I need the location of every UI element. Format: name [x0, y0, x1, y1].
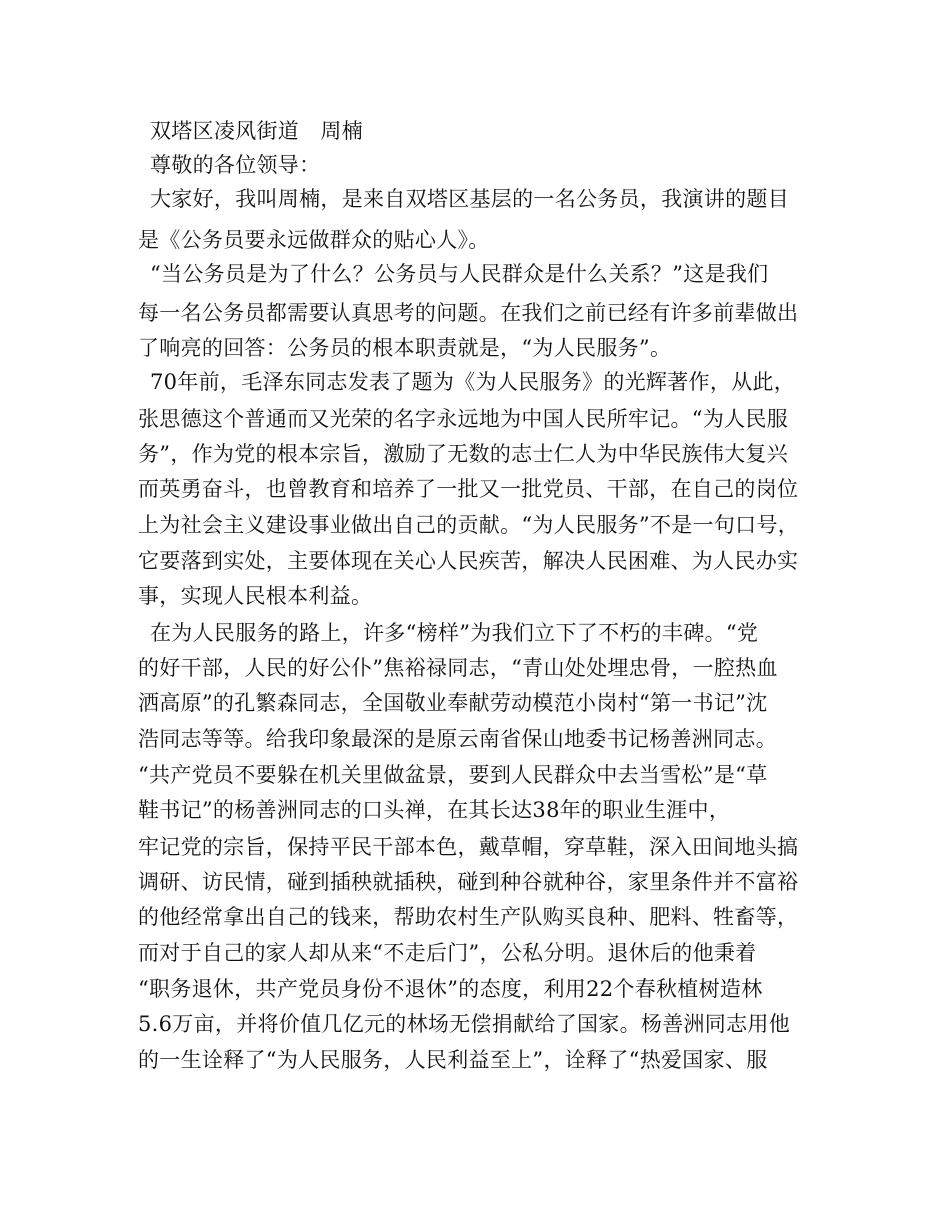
paragraph-line: 了响亮的回答：公务员的根本职责就是，“为人民服务”。 [138, 336, 672, 360]
paragraph-line: 每一名公务员都需要认真思考的问题。在我们之前已经有许多前辈做出 [138, 301, 799, 325]
paragraph-line: 张思德这个普通而又光荣的名字永远地为中国人民所牢记。“为人民服 [138, 407, 789, 431]
paragraph-line: 大家好，我叫周楠，是来自双塔区基层的一名公务员，我演讲的题目 [150, 187, 789, 211]
paragraph-line: 的好干部，人民的好公仆”焦裕禄同志，“青山处处埋忠骨，一腔热血 [138, 656, 778, 680]
paragraph-line: 调研、访民情，碰到插秧就插秧，碰到种谷就种谷，家里条件并不富裕 [138, 870, 799, 894]
paragraph-line: 的他经常拿出自己的钱来，帮助农村生产队购买良种、肥料、牲畜等， [138, 905, 799, 929]
paragraph-line: 牢记党的宗旨，保持平民干部本色，戴草帽，穿草鞋，深入田间地头搞 [138, 835, 799, 859]
paragraph-line: 务”，作为党的根本宗旨，激励了无数的志士仁人为中华民族伟大复兴 [138, 442, 789, 466]
paragraph-line: 而英勇奋斗，也曾教育和培养了一批又一批党员、干部，在自己的岗位 [138, 477, 799, 501]
paragraph-line: 上为社会主义建设事业做出自己的贡献。“为人民服务”不是一句口号， [138, 513, 800, 537]
paragraph-line: 鞋书记”的杨善洲同志的口头禅，在其长达38年的职业生涯中， [138, 798, 731, 822]
paragraph-line: 是《公务员要永远做群众的贴心人》。 [138, 228, 490, 252]
paragraph-line: 事，实现人民根本利益。 [138, 584, 373, 608]
paragraph-line: 浩同志等等。给我印象最深的是原云南省保山地委书记杨善洲同志。 [138, 727, 777, 751]
paragraph-line: “当公务员是为了什么？公务员与人民群众是什么关系？”这是我们 [150, 262, 769, 286]
paragraph-line: 洒高原”的孔繁森同志，全国敬业奉献劳动模范小岗村“第一书记”沈 [138, 691, 768, 715]
paragraph-line: 而对于自己的家人却从来“不走后门”，公私分明。退休后的他秉着 [138, 941, 757, 965]
paragraph-line: “共产党员不要躲在机关里做盆景，要到人民群众中去当雪松”是“草 [138, 763, 768, 787]
paragraph-line: 70年前，毛泽东同志发表了题为《为人民服务》的光辉著作，从此， [150, 370, 796, 394]
author-line: 双塔区凌风街道 周楠 [150, 119, 363, 143]
paragraph-line: 在为人民服务的路上，许多“榜样”为我们立下了不朽的丰碑。“党 [150, 621, 759, 645]
paragraph-line: 5.6万亩，并将价值几亿元的林场无偿捐献给了国家。杨善洲同志用他 [138, 1012, 790, 1036]
salutation: 尊敬的各位领导： [150, 153, 321, 177]
paragraph-line: 的一生诠释了“为人民服务，人民利益至上”，诠释了“热爱国家、服 [138, 1048, 768, 1072]
paragraph-line: 它要落到实处，主要体现在关心人民疾苦，解决人民困难、为人民办实 [138, 549, 799, 573]
paragraph-line: “职务退休，共产党员身份不退休”的态度，利用22个春秋植树造林 [138, 977, 763, 1001]
